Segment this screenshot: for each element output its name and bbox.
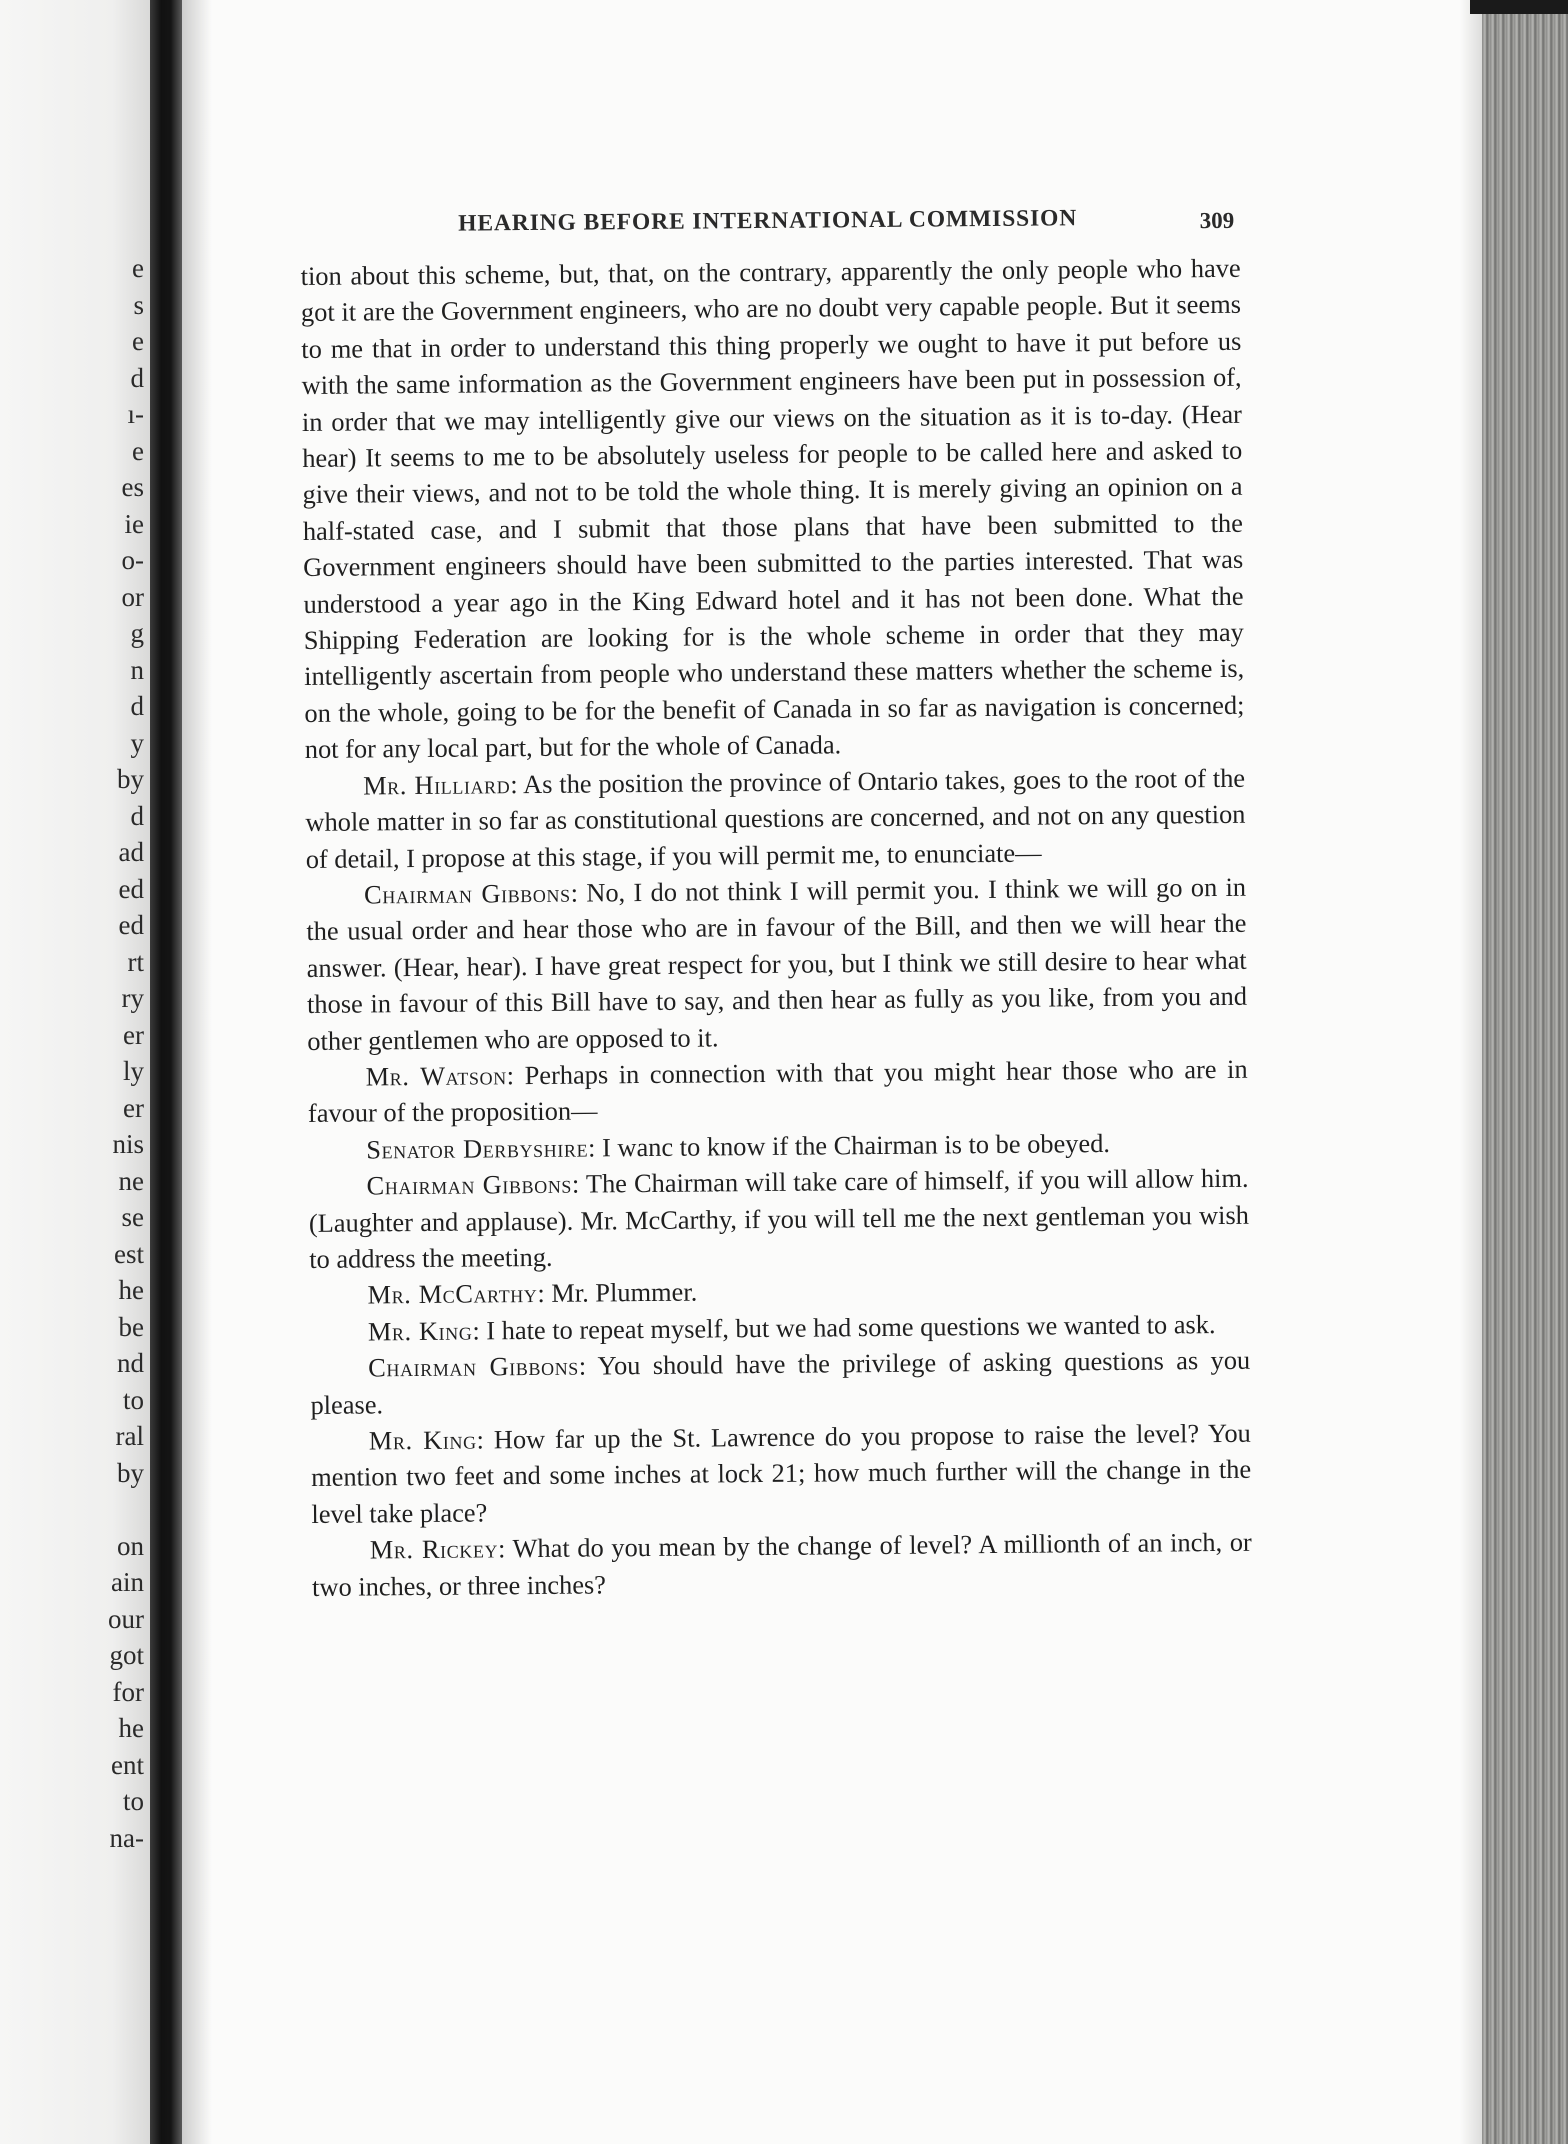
left-fragment: or <box>121 581 144 612</box>
left-fragment: ry <box>121 983 144 1013</box>
left-fragment: by <box>117 764 144 794</box>
speaker-name: Chairman Gibbons <box>363 877 571 910</box>
paragraph: Chairman Gibbons: You should have the privilege of asking questions as you please. <box>310 1344 1251 1420</box>
right-page <box>300 192 1252 1605</box>
stacked-page-edges <box>1482 0 1568 2144</box>
page-edge-shadow <box>1460 0 1482 2144</box>
left-page-text-fragments <box>84 250 144 1856</box>
speaker-name: Mr. Rickey <box>369 1533 499 1565</box>
body-text <box>301 250 1253 1605</box>
left-fragment: he <box>118 1713 144 1743</box>
left-fragment: got <box>109 1640 144 1670</box>
left-fragment: o- <box>121 545 144 575</box>
left-fragment: he <box>118 1275 144 1305</box>
paragraph: Chairman Gibbons: No, I do not think I will permit you. I think we will go on in the usual order and hear those who are in favour of the Bill, and then we will hear the answer. (Hear, hear). I have great respect for you, but I think we still desire to hear what those in favour of this Bill have to say, and then hear as fully as you like, from you and other gentlemen who are opposed to it. <box>306 871 1248 1056</box>
paragraph: Mr. King: I hate to repeat myself, but we had some questions we wanted to ask. <box>367 1308 1216 1347</box>
left-fragment: to <box>122 1786 144 1816</box>
left-fragment: ly <box>122 1056 144 1086</box>
paragraph <box>301 250 1245 768</box>
left-fragment: na- <box>109 1822 144 1853</box>
left-fragment: se <box>121 1202 144 1232</box>
paragraph-text: tion about this scheme, but, that, on the contrary, apparently the only people who have got it are the Government engineers, who are no doubt very capable people. But it seems to me that in order to understand this thing properly we ought to have it put before us with the same information as the Government engineers have been put in possession of, in order that we may intelligently give our views on the situation as it is to-day. (Hear hear) It seems to me to be absolutely useless for people to be called here and asked to give their views, and not to be told the whole thing. It is merely giving an opinion on a half-stated case, and I submit that those plans that have been submitted to the Government engineers should have been submitted to the parties interested. That was understood a year ago in the King Edward hotel and it has not been done. What the Shipping Federation are looking for is the whole scheme in order that they may intelligently ascertain from people who understand these matters whether the scheme is, on the whole, going to be for the benefit of Canada in so far as navigation is concerned; not for any local part, but for the whole of Canada. <box>300 252 1245 765</box>
left-fragment: s <box>133 289 144 320</box>
left-fragment: for <box>112 1676 144 1707</box>
left-fragment: er <box>123 1019 144 1050</box>
left-fragment: e <box>132 435 144 466</box>
page-number: 309 <box>1199 207 1235 234</box>
running-head <box>300 192 1240 244</box>
left-fragment: e <box>132 253 144 283</box>
header-title: HEARING BEFORE INTERNATIONAL COMMISSION <box>458 205 1078 237</box>
facing-left-page <box>0 0 150 2144</box>
page-edge-top-shadow <box>1470 0 1568 14</box>
left-fragment: g <box>130 618 144 648</box>
left-fragment: y <box>130 727 144 758</box>
left-fragment: ral <box>115 1421 144 1451</box>
paragraph-text: How far up the St. Lawrence do you propose to raise the level? You mention two feet and some inches at lock 21; how much further will the change in the level take place? <box>311 1417 1252 1529</box>
speaker-name: Senator Derbyshire <box>366 1132 589 1165</box>
left-fragment: e <box>132 326 144 356</box>
left-fragment: nis <box>112 1129 144 1159</box>
left-fragment: n <box>130 654 144 685</box>
speaker-name: Mr. King <box>367 1315 473 1347</box>
speaker-name: Mr. Hilliard <box>362 768 511 801</box>
left-fragment: ie <box>124 508 144 539</box>
left-fragment: est <box>114 1238 144 1269</box>
paragraph: Mr. Hilliard: As the position the province of Ontario takes, goes to the root of the whole matter in so far as constitutional questions are concerned, and not on any question of detail, I propose at this stage, if you will permit me, to enunciate— <box>305 762 1246 874</box>
paragraph-text: I wanc to know if the Chairman is to be obeyed. <box>601 1127 1111 1163</box>
speaker-name: Chairman Gibbons <box>368 1350 579 1383</box>
left-fragment: er <box>123 1092 144 1123</box>
left-fragment: d <box>130 362 144 393</box>
left-fragment: on <box>117 1530 144 1561</box>
left-fragment: be <box>118 1311 144 1342</box>
paragraph: Mr. McCarthy: Mr. Plummer. <box>367 1276 698 1310</box>
left-fragment: ed <box>118 873 144 904</box>
left-fragment: ent <box>111 1749 144 1780</box>
left-fragment: rt <box>127 946 144 977</box>
left-fragment: ain <box>111 1567 144 1597</box>
speaker-name: Mr. King <box>368 1424 477 1456</box>
left-fragment: ne <box>118 1165 144 1196</box>
speaker-name: Chairman Gibbons <box>366 1168 573 1201</box>
left-fragment: to <box>122 1384 144 1415</box>
paragraph-text: No, I do not think I will permit you. I think we will go on in the usual order and hear those who are in favour of the Bill, and then we will hear the answer. (Hear, hear). I have great respect for you, but I think we still desire to hear what those in favour of this Bill have to say, and then hear as fully as you like, from you and other gentlemen who are opposed to it. <box>306 871 1248 1056</box>
speaker-name: Mr. Watson <box>365 1060 507 1092</box>
paragraph: Chairman Gibbons: The Chairman will take care of himself, if you will allow him. (Laughter and applause). Mr. McCarthy, if you will tell me the next gentleman you wish to address the meeting. <box>308 1162 1250 1274</box>
paragraph: Senator Derbyshire: I wanc to know if the Chairman is to be obeyed. <box>366 1127 1111 1165</box>
book-binding-gutter <box>150 0 182 2144</box>
gutter-shadow <box>182 0 212 2144</box>
left-fragment: ı- <box>127 399 144 429</box>
paragraph-text: I hate to repeat myself, but we had some questions we wanted to ask. <box>486 1308 1216 1346</box>
paragraph: Mr. King: How far up the St. Lawrence do you propose to raise the level? You mention two feet and some inches at lock 21; how much further will the change in the level take place? <box>311 1417 1252 1529</box>
paragraph-text: Perhaps in connection with that you might hear those who are in favour of the proposition— <box>307 1053 1248 1129</box>
left-fragment: d <box>130 691 144 721</box>
left-fragment <box>84 1491 144 1528</box>
paragraph-text: As the position the province of Ontario takes, goes to the root of the whole matter in so far as constitutional questions are concerned, and not on any question of detail, I propose at this stage, if you will permit me, to enunciate— <box>305 762 1246 874</box>
paragraph-text: You should have the privilege of asking questions as you please. <box>310 1344 1251 1420</box>
paragraph-text: The Chairman will take care of himself, if you will allow him. (Laughter and applause). Mr. McCarthy, if you will tell me the next gentleman you wish to address the meeting. <box>308 1162 1250 1274</box>
left-fragment: es <box>121 472 144 502</box>
left-fragment: our <box>108 1603 144 1634</box>
left-fragment: ed <box>118 910 144 940</box>
left-fragment: by <box>117 1457 144 1488</box>
left-fragment: d <box>130 800 144 831</box>
left-fragment: nd <box>117 1348 144 1378</box>
paragraph-text: Mr. Plummer. <box>551 1276 698 1309</box>
paragraph: Mr. Watson: Perhaps in connection with that you might hear those who are in favour of the proposition— <box>307 1053 1248 1129</box>
paragraph-text: What do you mean by the change of level? A millionth of an inch, or two inches, or three inches? <box>311 1526 1252 1602</box>
speaker-name: Mr. McCarthy <box>367 1278 538 1310</box>
paragraph: Mr. Rickey: What do you mean by the change of level? A millionth of an inch, or two inches, or three inches? <box>311 1526 1252 1602</box>
left-fragment: ad <box>118 837 144 867</box>
